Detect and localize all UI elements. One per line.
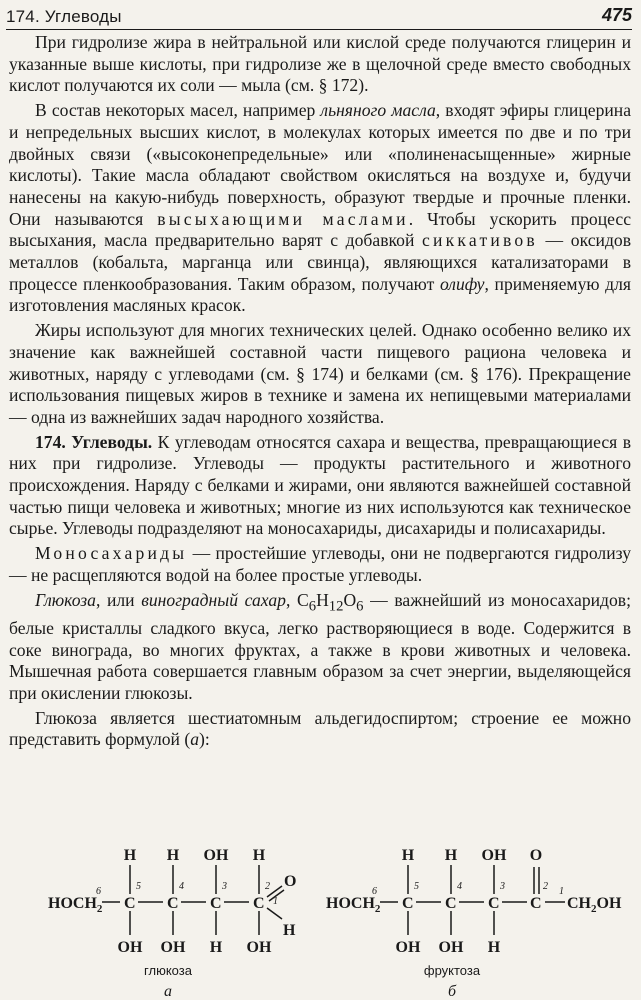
aldehyde-hydrogen: H bbox=[283, 922, 296, 939]
formula-ref: а bbox=[190, 729, 200, 750]
subscript: 12 bbox=[328, 598, 344, 615]
text-run: . Чтобы ускорить процесс высыхания, масла предварительно варят с добавкой bbox=[9, 208, 631, 251]
formula-letter-b: б bbox=[447, 983, 457, 1000]
carbon-number: 5 bbox=[136, 881, 141, 892]
carbon-number: 4 bbox=[457, 881, 462, 892]
top-substituent: H bbox=[123, 847, 137, 864]
aldehyde-oxygen: O bbox=[284, 873, 297, 890]
carbon-atom: C bbox=[402, 895, 414, 912]
top-substituent: H bbox=[252, 847, 266, 864]
carbon-atom: C bbox=[253, 895, 265, 912]
text-run: — важнейший из моносахаридов; белые кристаллы сладкого вкуса, легко растворяющиеся в воде. Содержится в соке винограда, во многих фруктах, а также в крови животных и человека. Мышечная работа совершается главным образом за счет энергии, выделяющейся при окислении глюкозы. bbox=[9, 589, 631, 703]
header-rule bbox=[6, 29, 632, 30]
carbon-atom: C bbox=[445, 895, 457, 912]
term-glucose: Глюкоза bbox=[35, 589, 96, 610]
formula-figure bbox=[0, 834, 641, 1000]
glucose-hoch2: $HOCH_2$ bbox=[48, 895, 103, 915]
paragraph-glucose bbox=[9, 590, 631, 705]
text-run: H bbox=[316, 589, 329, 610]
bottom-substituent: H bbox=[209, 939, 223, 956]
text-run: , C bbox=[285, 589, 309, 610]
carbon-atom: C bbox=[530, 895, 542, 912]
paragraph-fat-uses: Жиры используют для многих технических целей. Однако особенно велико их значение как важнейшей составной части пищевого рациона человека и животных, наряду с углеводами (см. § 174) и белками (см. § 176). Прекращение использования пищевых жиров в технике и замена их непищевыми материалами — одна из важнейших задач народного хозяйства. bbox=[9, 320, 631, 427]
term-linseed-oil: льняного масла bbox=[320, 100, 436, 121]
subscript: 6 bbox=[356, 598, 364, 615]
paragraph-carbohydrates bbox=[9, 432, 631, 541]
glucose-caption: глюкоза bbox=[144, 963, 192, 978]
text-run: , применяемую для изготовления масляных красок. bbox=[9, 273, 631, 316]
term-drying-oils: высыхающими маслами bbox=[157, 208, 409, 229]
structural-formulas bbox=[0, 834, 641, 1000]
formula-letter-a: а bbox=[164, 983, 172, 1000]
fructose-hoch2: $HOCH_2$ bbox=[326, 895, 381, 915]
text-run: O bbox=[343, 589, 357, 610]
carbonyl-oxygen: O bbox=[529, 847, 543, 864]
carbon-atom: C bbox=[124, 895, 136, 912]
paragraph-monosaccharides bbox=[9, 543, 631, 586]
paragraph-fat-hydrolysis: При гидролизе жира в нейтральной или кислой среде получаются глицерин и указанные выше кислоты, при гидролизе же в щелочной среде вместо свободных кислот получаются их соли — мыла (см. § 172). bbox=[9, 32, 631, 96]
text-run: — простейшие углеводы, они не подвергаются гидролизу — не расщепляются водой на более простые углеводы. bbox=[9, 543, 631, 585]
fructose-formula bbox=[326, 847, 622, 1000]
text-run: , или bbox=[95, 589, 142, 610]
text-run: Глюкоза является шестиатомным альдегидоспиртом; строение ее можно представить формулой ( bbox=[9, 707, 631, 750]
term-siccatives: сиккативов bbox=[422, 230, 538, 251]
text-run: В состав некоторых масел, например bbox=[35, 100, 321, 121]
bottom-substituent: OH bbox=[395, 939, 421, 956]
body-text bbox=[9, 32, 631, 751]
carbon-number: 4 bbox=[179, 881, 184, 892]
top-substituent: H bbox=[401, 847, 415, 864]
fructose-caption: фруктоза bbox=[423, 963, 481, 978]
carbon-number: 6 bbox=[372, 886, 377, 897]
page-header bbox=[6, 4, 632, 30]
carbon-atom: C bbox=[210, 895, 222, 912]
subscript: 6 bbox=[308, 598, 317, 615]
top-substituent: OH bbox=[203, 847, 229, 864]
bottom-substituent: OH bbox=[438, 939, 464, 956]
paragraph-glucose-structure bbox=[9, 708, 631, 751]
text-run: — оксидов металлов (кобальта, марганца или свинца), являющихся катализаторами в процессе пленкообразования. Таким образом, получают bbox=[9, 230, 631, 294]
carbon-number: 2 bbox=[543, 881, 548, 892]
fructose-ch2oh: $CH_2OH$ bbox=[567, 895, 622, 915]
bottom-substituent: OH bbox=[246, 939, 272, 956]
carbon-atom: C bbox=[488, 895, 500, 912]
text-run: , входят эфиры глицерина и непредельных высших кислот, в молекулах которых имеется по две и по три двойных связи («высоконепредельные» или «полиненасыщенные» жирные кислоты). Такие масла обладают свойством окисляться на воздухе и, будучи нанесены на какую-нибудь поверхность, образуют твердые и прочные пленки. Они называются bbox=[9, 100, 632, 229]
term-monosaccharides: Моносахариды bbox=[35, 543, 188, 564]
bottom-substituent: OH bbox=[160, 939, 186, 956]
carbon-number: 3 bbox=[500, 881, 505, 892]
text-run: К углеводам относятся сахара и вещества, превращающиеся в них при гидролизе. Углеводы — продукты растительного и животного происхождения. Наряду с белками и жирами, они являются важнейшей составной частью пищи человека и животных; многие из них используются как техническое сырье. Углеводы подразделяют на моносахариды, дисахариды и полисахариды. bbox=[9, 431, 631, 539]
top-substituent: OH bbox=[481, 847, 507, 864]
carbon-number: 3 bbox=[222, 881, 227, 892]
paragraph-drying-oils bbox=[9, 100, 631, 317]
carbon-number: 2 bbox=[265, 881, 270, 892]
carbon-number: 1 bbox=[273, 896, 278, 907]
running-head: 174. Углеводы bbox=[6, 7, 122, 26]
term-grape-sugar: виноградный сахар bbox=[141, 589, 286, 610]
top-substituent: H bbox=[444, 847, 458, 864]
bottom-substituent: OH bbox=[117, 939, 143, 956]
carbon-number: 5 bbox=[414, 881, 419, 892]
page-number: 475 bbox=[601, 5, 632, 25]
bottom-substituent: H bbox=[487, 939, 501, 956]
top-substituent: H bbox=[166, 847, 180, 864]
term-olifa: олифу bbox=[439, 273, 485, 294]
section-heading: 174. Углеводы. bbox=[35, 431, 153, 452]
text-run: ): bbox=[199, 729, 210, 750]
carbon-number: 1 bbox=[559, 886, 564, 897]
carbon-number: 6 bbox=[96, 886, 101, 897]
carbon-atom: C bbox=[167, 895, 179, 912]
